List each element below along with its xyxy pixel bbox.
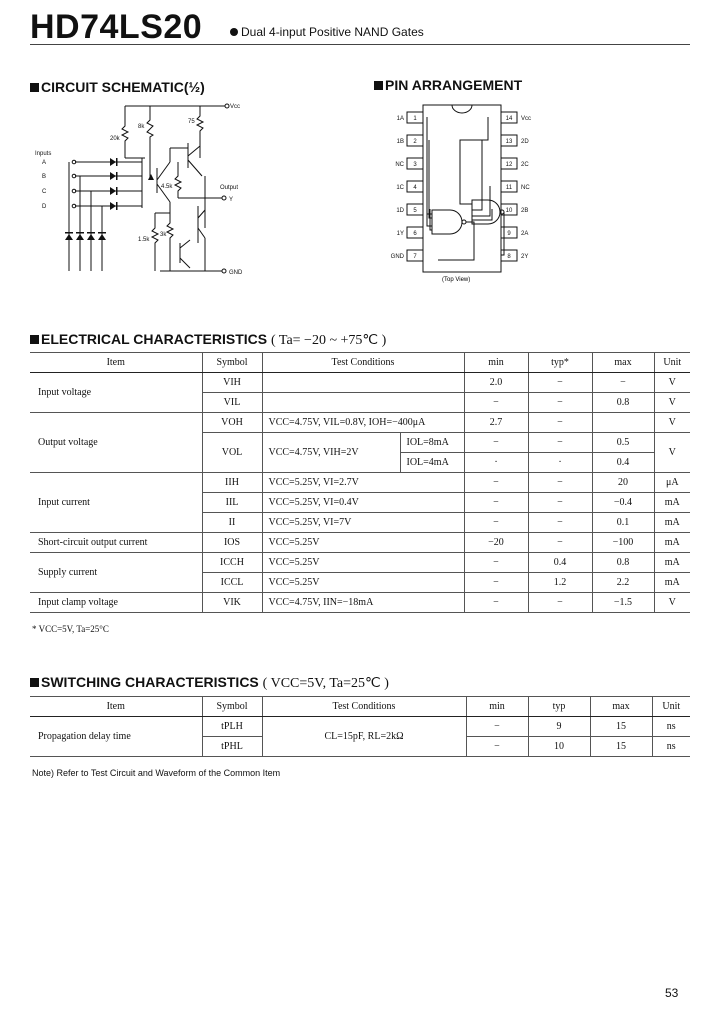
max-cell: 0.8 [592, 393, 654, 413]
max-cell: 0.5 [592, 433, 654, 453]
col-test-conditions: Test Conditions [262, 697, 466, 717]
symbol-cell: ICCH [202, 553, 262, 573]
col-max: max [592, 353, 654, 373]
pin-number-right: 9 [507, 231, 511, 237]
col-symbol: Symbol [202, 353, 262, 373]
output-label: Output [220, 185, 239, 191]
col-unit: Unit [654, 353, 690, 373]
typ-cell: 1.2 [528, 573, 592, 593]
typ-cell: − [528, 473, 592, 493]
item-cell: Supply current [30, 553, 202, 593]
switching-condition: ( VCC=5V, Ta=25℃ ) [262, 676, 389, 691]
unit-cell: mA [654, 553, 690, 573]
pin-name-right: 2A [521, 231, 529, 237]
pin-name-right: 2C [521, 162, 529, 168]
electrical-heading [30, 331, 386, 349]
table-header-row [30, 697, 690, 717]
pin-number-right: 12 [505, 162, 513, 168]
pin-name-right: NC [521, 185, 530, 191]
resistor-8k-label: 8k [138, 124, 145, 130]
symbol-cell: tPHL [202, 737, 262, 757]
unit-cell: mA [654, 573, 690, 593]
pin-number-left: 4 [413, 185, 417, 191]
typ-cell: 10 [528, 737, 590, 757]
col-min: min [466, 697, 528, 717]
unit-cell: ns [652, 737, 690, 757]
typ-cell: 9 [528, 717, 590, 737]
schematic-heading-text: CIRCUIT SCHEMATIC(½) [41, 79, 205, 95]
typ-cell: 0.4 [528, 553, 592, 573]
condition-cell: VCC=4.75V, VIH=2V [262, 433, 400, 473]
table-row [30, 533, 690, 553]
table-row [30, 473, 690, 493]
electrical-table [30, 352, 690, 613]
symbol-cell: VIK [202, 593, 262, 613]
pin-name-right: 2Y [521, 254, 529, 260]
input-b-label: B [42, 174, 47, 180]
min-cell: −20 [464, 533, 528, 553]
schematic-heading [30, 79, 205, 95]
max-cell: −1.5 [592, 593, 654, 613]
condition-cell: VCC=4.75V, VIL=0.8V, IOH=−400μA [262, 413, 464, 433]
max-cell: − [592, 373, 654, 393]
max-cell: 15 [590, 737, 652, 757]
typ-cell: − [528, 493, 592, 513]
unit-cell: mA [654, 513, 690, 533]
pin-number-right: 13 [505, 139, 513, 145]
col-item: Item [30, 353, 202, 373]
square-bullet-icon [374, 81, 383, 90]
max-cell: 2.2 [592, 573, 654, 593]
electrical-heading-text: ELECTRICAL CHARACTERISTICS [41, 331, 268, 347]
pin-diagram [380, 100, 560, 290]
pin-name-left: GND [390, 254, 404, 260]
typ-cell: − [528, 433, 592, 453]
unit-cell: V [654, 413, 690, 433]
output-y-label: Y [229, 197, 234, 203]
sub-condition-cell: IOL=8mA [400, 433, 464, 453]
col-test-conditions: Test Conditions [262, 353, 464, 373]
unit-cell: μA [654, 473, 690, 493]
item-cell: Propagation delay time [30, 717, 202, 757]
col-max: max [590, 697, 652, 717]
min-cell: − [466, 717, 528, 737]
bullet-icon [230, 28, 238, 36]
condition-cell: VCC=5.25V [262, 553, 464, 573]
min-cell: · [464, 453, 528, 473]
symbol-cell: tPLH [202, 717, 262, 737]
pin-number-right: 10 [505, 208, 513, 214]
circuit-schematic [30, 98, 260, 283]
condition-cell: VCC=4.75V, IIN=−18mA [262, 593, 464, 613]
col-item: Item [30, 697, 202, 717]
condition-cell: VCC=5.25V, VI=2.7V [262, 473, 464, 493]
item-cell: Input current [30, 473, 202, 533]
min-cell: − [466, 737, 528, 757]
min-cell: − [464, 513, 528, 533]
pin-number-right: 11 [505, 185, 513, 191]
min-cell: 2.0 [464, 373, 528, 393]
resistor-75-label: 75 [188, 119, 195, 125]
pin-heading-text: PIN ARRANGEMENT [385, 77, 523, 93]
gnd-label: GND [229, 270, 243, 276]
min-cell: − [464, 593, 528, 613]
condition-cell: VCC=5.25V, VI=7V [262, 513, 464, 533]
page-number: 53 [665, 986, 679, 1000]
unit-cell: V [654, 373, 690, 393]
ic-notch [452, 105, 472, 113]
condition-cell [262, 393, 464, 413]
typ-cell: − [528, 533, 592, 553]
max-cell [592, 413, 654, 433]
electrical-footnote: * VCC=5V, Ta=25°C [32, 624, 109, 634]
part-number: HD74LS20 [30, 8, 203, 46]
square-bullet-icon [30, 335, 39, 344]
col-symbol: Symbol [202, 697, 262, 717]
pin-name-left: 1C [396, 185, 404, 191]
input-d-label: D [42, 204, 47, 210]
max-cell: 0.8 [592, 553, 654, 573]
min-cell: − [464, 493, 528, 513]
switching-heading-text: SWITCHING CHARACTERISTICS [41, 674, 259, 690]
symbol-cell: IIH [202, 473, 262, 493]
item-cell: Input voltage [30, 373, 202, 413]
item-cell: Short-circuit output current [30, 533, 202, 553]
col-min: min [464, 353, 528, 373]
min-cell: − [464, 573, 528, 593]
max-cell: −100 [592, 533, 654, 553]
resistor-1k5-label: 1.5k [138, 237, 150, 243]
pin-name-right: 2D [521, 139, 529, 145]
part-description [230, 25, 424, 39]
unit-cell: V [654, 593, 690, 613]
symbol-cell: IIL [202, 493, 262, 513]
pin-name-left: 1B [396, 139, 404, 145]
symbol-cell: II [202, 513, 262, 533]
pin-name-left: 1A [396, 116, 404, 122]
pin-number-left: 7 [413, 254, 417, 260]
pin-name-right: 2B [521, 208, 529, 214]
unit-cell: V [654, 393, 690, 413]
pin-name-left: NC [395, 162, 404, 168]
condition-cell: VCC=5.25V, VI=0.4V [262, 493, 464, 513]
min-cell: − [464, 433, 528, 453]
max-cell: −0.4 [592, 493, 654, 513]
unit-cell: mA [654, 533, 690, 553]
resistor-20k-label: 20k [110, 136, 120, 142]
table-row [30, 553, 690, 573]
table-header-row [30, 353, 690, 373]
typ-cell: · [528, 453, 592, 473]
pin-number-left: 3 [413, 162, 417, 168]
col-typ: typ [528, 697, 590, 717]
symbol-cell: VOL [202, 433, 262, 473]
symbol-cell: VIH [202, 373, 262, 393]
switching-table [30, 696, 690, 757]
table-row [30, 717, 690, 737]
symbol-cell: IOS [202, 533, 262, 553]
condition-cell: VCC=5.25V [262, 533, 464, 553]
symbol-cell: VIL [202, 393, 262, 413]
max-cell: 15 [590, 717, 652, 737]
max-cell: 0.4 [592, 453, 654, 473]
min-cell: 2.7 [464, 413, 528, 433]
pin-number-left: 2 [413, 139, 417, 145]
typ-cell: − [528, 393, 592, 413]
symbol-cell: VOH [202, 413, 262, 433]
item-cell: Output voltage [30, 413, 202, 473]
col-typ: typ* [528, 353, 592, 373]
typ-cell: − [528, 373, 592, 393]
square-bullet-icon [30, 83, 39, 92]
pin-name-left: 1Y [396, 231, 404, 237]
typ-cell: − [528, 593, 592, 613]
condition-cell [262, 373, 464, 393]
unit-cell: mA [654, 493, 690, 513]
pin-number-left: 6 [413, 231, 417, 237]
square-bullet-icon [30, 678, 39, 687]
pin-number-right: 8 [507, 254, 511, 260]
pin-heading [374, 77, 522, 93]
table-row [30, 593, 690, 613]
max-cell: 20 [592, 473, 654, 493]
sub-condition-cell: IOL=4mA [400, 453, 464, 473]
top-view-label: (Top View) [442, 277, 471, 283]
col-unit: Unit [652, 697, 690, 717]
symbol-cell: ICCL [202, 573, 262, 593]
pin-number-right: 14 [505, 116, 513, 122]
electrical-condition: ( Ta= −20 ~ +75℃ ) [270, 333, 387, 348]
pin-name-right: Vcc [521, 116, 532, 122]
unit-cell: ns [652, 717, 690, 737]
min-cell: − [464, 553, 528, 573]
min-cell: − [464, 473, 528, 493]
inputs-label: Inputs [35, 151, 52, 157]
pin-number-left: 1 [413, 116, 417, 122]
max-cell: 0.1 [592, 513, 654, 533]
condition-cell: CL=15pF, RL=2kΩ [262, 717, 466, 757]
resistor-4k5-label: 4.5k [161, 184, 173, 190]
header-rule [30, 44, 690, 45]
unit-cell: V [654, 433, 690, 473]
table-row [30, 373, 690, 393]
table-row [30, 413, 690, 433]
vcc-label: Vcc [230, 104, 241, 110]
input-a-label: A [42, 160, 47, 166]
typ-cell: − [528, 413, 592, 433]
description-text: Dual 4-input Positive NAND Gates [241, 25, 424, 39]
resistor-3k-label: 3k [160, 232, 167, 238]
typ-cell: − [528, 513, 592, 533]
pin-name-left: 1D [396, 208, 404, 214]
item-cell: Input clamp voltage [30, 593, 202, 613]
condition-cell: VCC=5.25V [262, 573, 464, 593]
switching-heading [30, 674, 389, 692]
min-cell: − [464, 393, 528, 413]
ic-package [423, 105, 501, 272]
pin-number-left: 5 [413, 208, 417, 214]
input-c-label: C [42, 189, 47, 195]
switching-note: Note) Refer to Test Circuit and Waveform of the Common Item [32, 768, 281, 778]
